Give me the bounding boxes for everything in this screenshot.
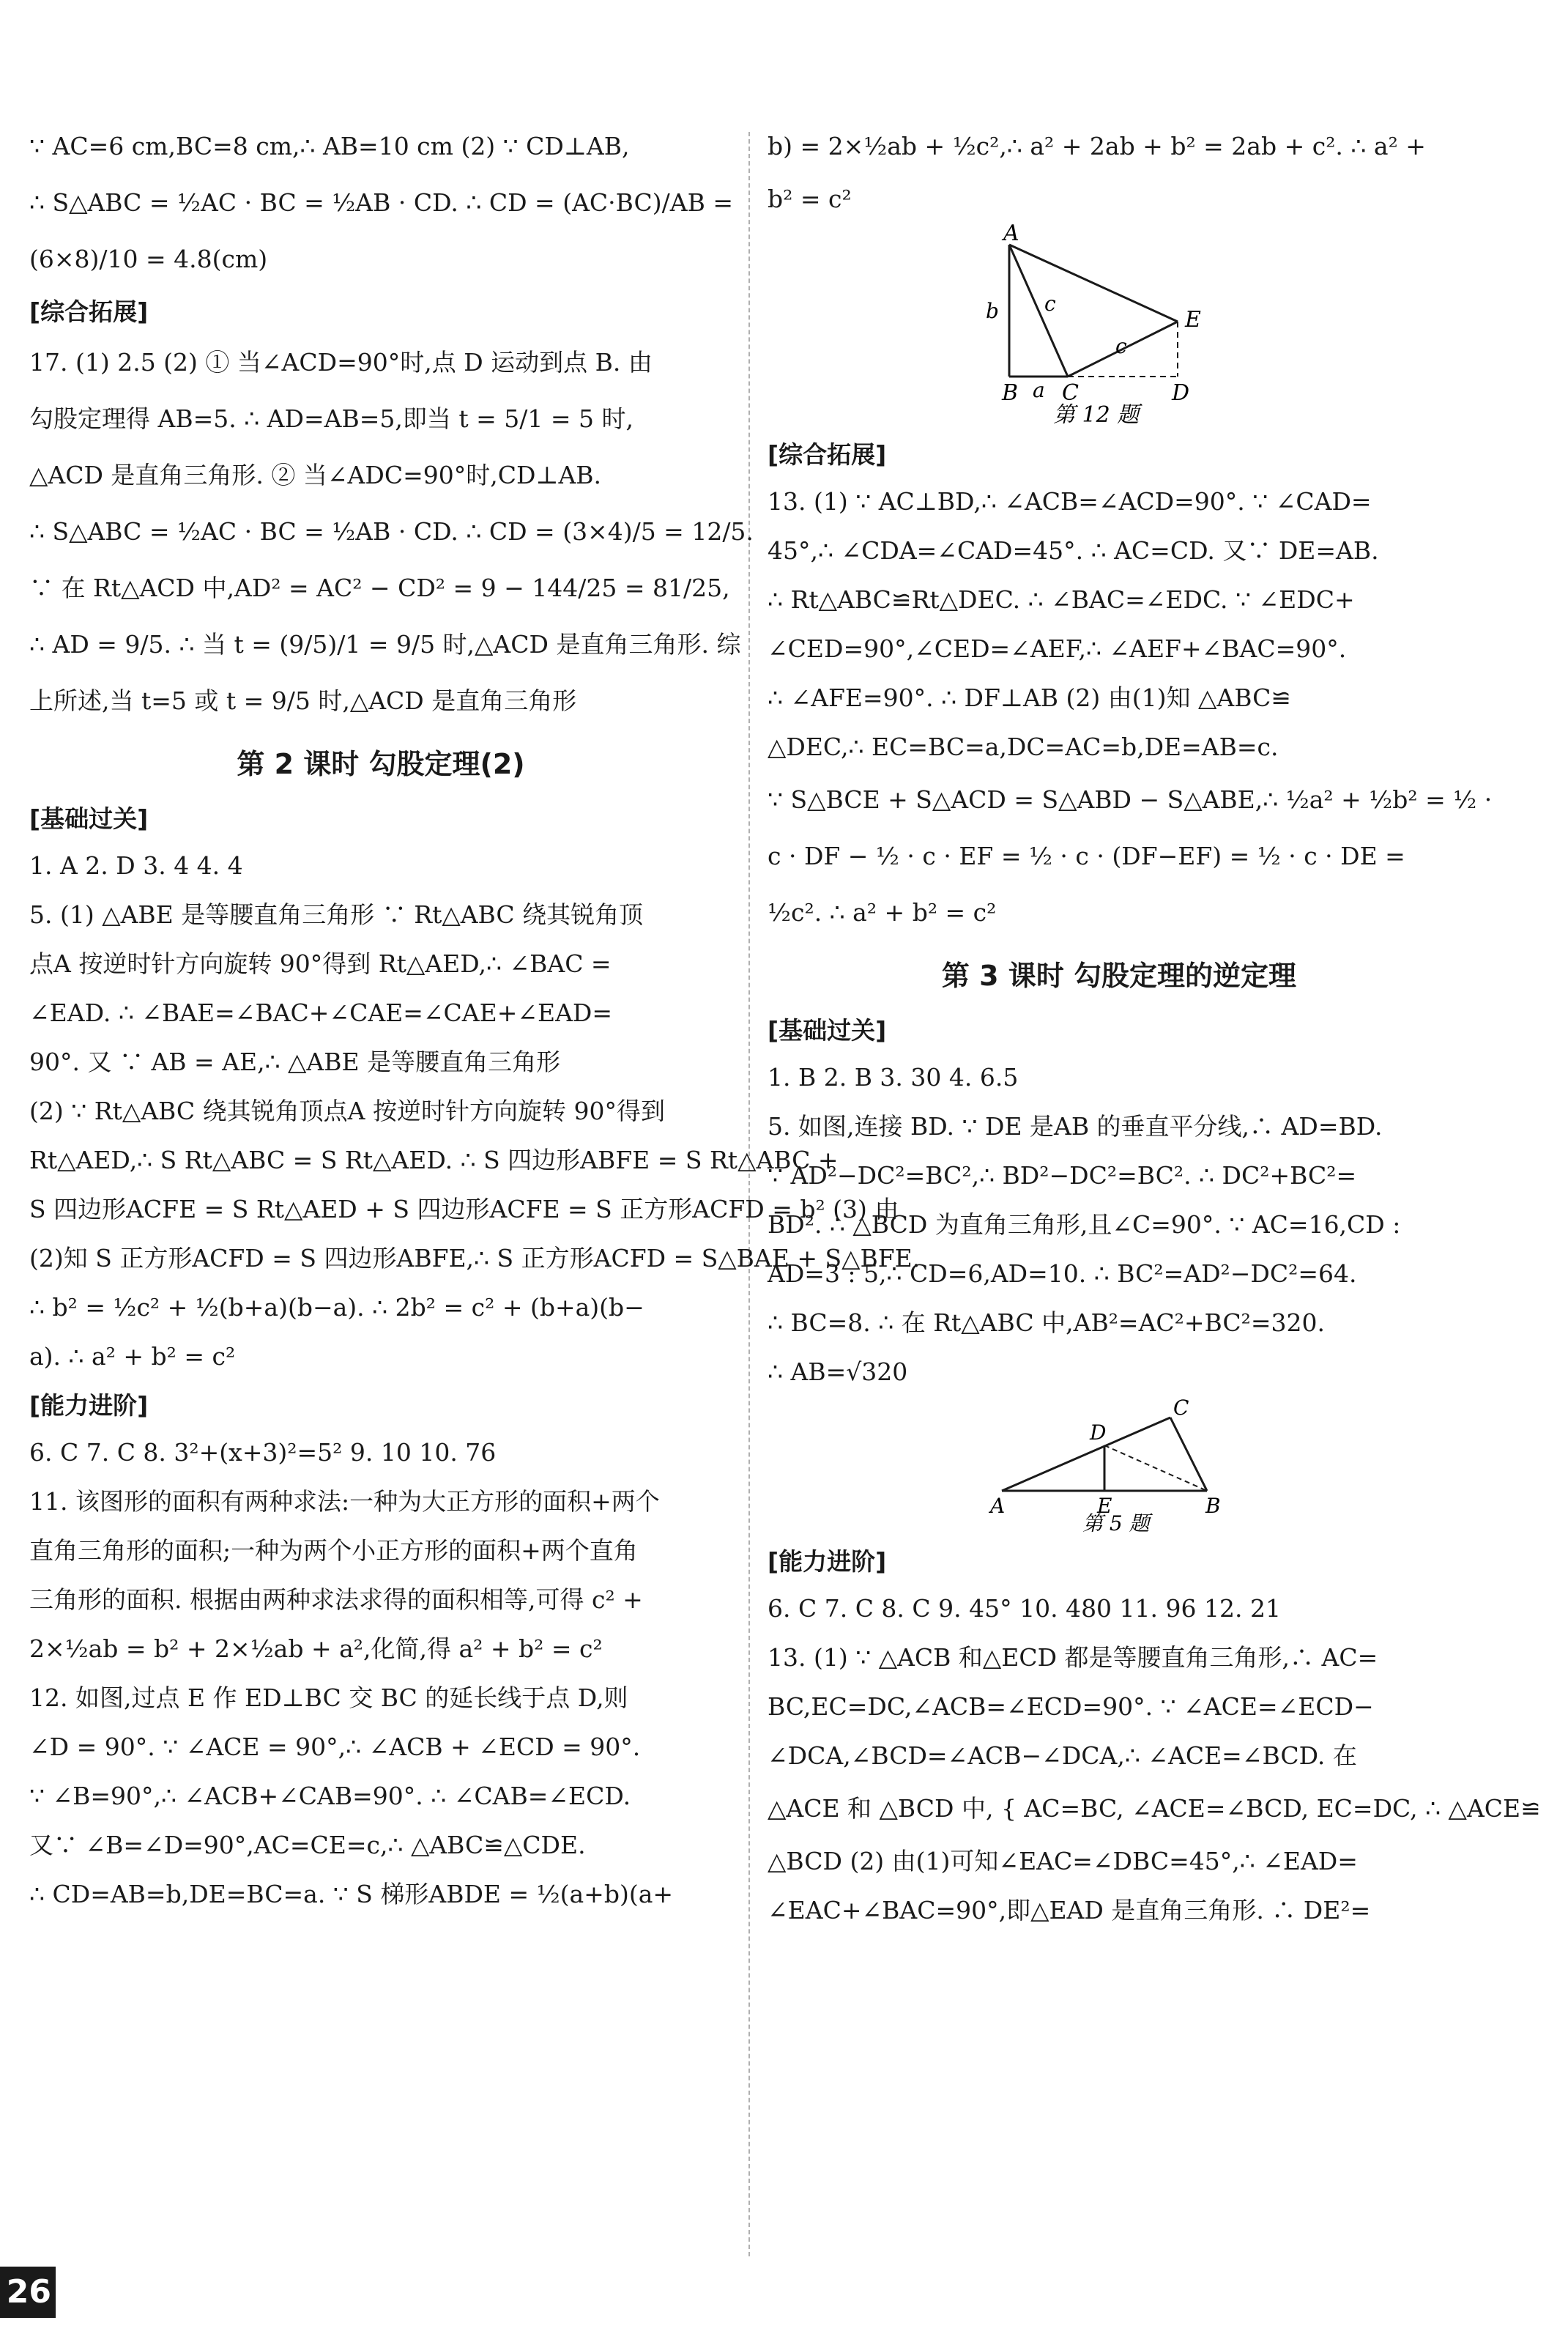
- fig12-label: c: [1115, 334, 1127, 358]
- text-line: △ACE 和 △BCD 中, { AC=BC, ∠ACE=∠BCD, EC=DC, ∴ △ACE≌: [768, 1794, 1541, 1823]
- text-line: ∴ ∠AFE=90°. ∴ DF⊥AB (2) 由(1)知 △ABC≌: [768, 683, 1291, 712]
- text-line: ∠D = 90°. ∵ ∠ACE = 90°,∴ ∠ACB + ∠ECD = 90°.: [29, 1733, 641, 1761]
- text-line: BC,EC=DC,∠ACB=∠ECD=90°. ∵ ∠ACE=∠ECD−: [768, 1692, 1374, 1721]
- text-line: 90°. 又 ∵ AB = AE,∴ △ABE 是等腰直角三角形: [29, 1048, 561, 1076]
- answer-lines-advanced: [29, 1434, 732, 1913]
- text-line: 5. 如图,连接 BD. ∵ DE 是AB 的垂直平分线,∴ AD=BD.: [768, 1112, 1383, 1141]
- text-line: ∵ S△BCE + S△ACD = S△ABD − S△ABE,∴ ½a² + ½b² = ½ ·: [768, 785, 1493, 814]
- fig5-label: B: [1205, 1494, 1221, 1518]
- text-line: 12. 如图,过点 E 作 ED⊥BC 交 BC 的延长线于点 D,则: [29, 1683, 628, 1712]
- section-tag-zonghe: [综合拓展]: [29, 297, 149, 326]
- page-number: 26: [0, 2267, 56, 2318]
- text-line: AD=3 : 5,∴ CD=6,AD=10. ∴ BC²=AD²−DC²=64.: [768, 1259, 1357, 1288]
- text-line: 勾股定理得 AB=5. ∴ AD=AB=5,即当 t = 5/1 = 5 时,: [29, 404, 633, 433]
- text-line: 1. B 2. B 3. 30 4. 6.5: [768, 1063, 1019, 1092]
- text-line: ∵ ∠B=90°,∴ ∠ACB+∠CAB=90°. ∴ ∠CAB=∠ECD.: [29, 1782, 631, 1810]
- fig5-caption: 第 5 题: [1082, 1511, 1150, 1535]
- text-line: 5. (1) △ABE 是等腰直角三角形 ∵ Rt△ABC 绕其锐角顶: [29, 900, 644, 929]
- text-line: ∵ 在 Rt△ACD 中,AD² = AC² − CD² = 9 − 144/25 = 81/25,: [29, 574, 730, 602]
- right-column: [768, 125, 1541, 1941]
- text-line: ∵ AC=6 cm,BC=8 cm,∴ AB=10 cm (2) ∵ CD⊥AB,: [29, 132, 630, 160]
- section-tag-jichu: [基础过关]: [29, 804, 149, 833]
- text-line: ∴ Rt△ABC≌Rt△DEC. ∴ ∠BAC=∠EDC. ∵ ∠EDC+: [768, 585, 1355, 614]
- text-line: 6. C 7. C 8. C 9. 45° 10. 480 11. 96 12. 21: [768, 1594, 1281, 1623]
- text-line: ∴ BC=8. ∴ 在 Rt△ABC 中,AB²=AC²+BC²=320.: [768, 1308, 1325, 1337]
- answer-lines-12-end: [768, 125, 1471, 218]
- text-line: BD². ∴ △BCD 为直角三角形,且∠C=90°. ∵ AC=16,CD :: [768, 1210, 1401, 1239]
- text-line: Rt△AED,∴ S Rt△ABC = S Rt△AED. ∴ S 四边形ABFE = S Rt△ABC +: [29, 1146, 839, 1174]
- text-line: b) = 2×½ab + ½c²,∴ a² + 2ab + b² = 2ab + c². ∴ a² +: [768, 132, 1426, 160]
- fig12-label: D: [1172, 380, 1190, 406]
- text-line: ∴ AB=√320: [768, 1357, 908, 1386]
- text-line: ∠CED=90°,∠CED=∠AEF,∴ ∠AEF+∠BAC=90°.: [768, 634, 1347, 663]
- answer-lines-13: [768, 484, 1493, 935]
- text-line: ∠EAD. ∴ ∠BAE=∠BAC+∠CAE=∠CAE+∠EAD=: [29, 999, 613, 1027]
- text-line: ∴ S△ABC = ½AC · BC = ½AB · CD. ∴ CD = (3×4)/5 = 12/5.: [29, 517, 754, 546]
- answer-lines-16-end: [29, 125, 732, 281]
- answer-lines-advanced: [768, 1590, 1541, 1929]
- text-line: ∠DCA,∠BCD=∠ACB−∠DCA,∴ ∠ACE=∠BCD. 在: [768, 1741, 1357, 1770]
- fig12-label: b: [986, 299, 999, 323]
- text-line: 三角形的面积. 根据由两种求法求得的面积相等,可得 c² +: [29, 1585, 643, 1614]
- text-line: 45°,∴ ∠CDA=∠CAD=45°. ∴ AC=CD. 又∵ DE=AB.: [768, 536, 1379, 565]
- text-line: ½c². ∴ a² + b² = c²: [768, 898, 997, 927]
- fig5-label: A: [990, 1494, 1006, 1518]
- answer-lines-17: [29, 341, 754, 723]
- text-line: (2)知 S 正方形ACFD = S 四边形ABFE,∴ S 正方形ACFD = S△BAE + S△BFE.: [29, 1244, 921, 1272]
- text-line: 13. (1) ∵ AC⊥BD,∴ ∠ACB=∠ACD=90°. ∵ ∠CAD=: [768, 487, 1372, 516]
- figure-5-diagram: [987, 1396, 1251, 1535]
- text-line: b² = c²: [768, 185, 852, 213]
- fig12-label: C: [1062, 380, 1079, 406]
- fig12-label: c: [1044, 292, 1056, 316]
- section-tag-jichu: [基础过关]: [768, 1016, 887, 1045]
- text-line: a). ∴ a² + b² = c²: [29, 1342, 236, 1371]
- text-line: 13. (1) ∵ △ACB 和△ECD 都是等腰直角三角形,∴ AC=: [768, 1643, 1378, 1672]
- fig12-label: B: [1002, 380, 1019, 406]
- section-tag-nengli: [能力进阶]: [29, 1391, 149, 1420]
- answer-lines-basic: [768, 1059, 1471, 1390]
- text-line: 直角三角形的面积;一种为两个小正方形的面积+两个直角: [29, 1536, 638, 1565]
- text-line: (6×8)/10 = 4.8(cm): [29, 245, 268, 273]
- lesson-title-3: 第 3 课时 勾股定理的逆定理: [941, 960, 1297, 992]
- fig5-label: E: [1097, 1494, 1112, 1518]
- text-line: 17. (1) 2.5 (2) ① 当∠ACD=90°时,点 D 运动到点 B. 由: [29, 348, 653, 377]
- text-line: 1. A 2. D 3. 4 4. 4: [29, 851, 243, 880]
- column-divider: [748, 132, 750, 2256]
- text-line: ∴ S△ABC = ½AC · BC = ½AB · CD. ∴ CD = (AC·BC)/AB =: [29, 188, 733, 217]
- text-line: 11. 该图形的面积有两种求法:一种为大正方形的面积+两个: [29, 1487, 660, 1516]
- lesson-title-2: 第 2 课时 勾股定理(2): [237, 748, 525, 780]
- fig12-label: a: [1033, 378, 1045, 402]
- fig12-caption: 第 12 题: [1053, 402, 1140, 428]
- text-line: (2) ∵ Rt△ABC 绕其锐角顶点A 按逆时针方向旋转 90°得到: [29, 1097, 665, 1125]
- text-line: 点A 按逆时针方向旋转 90°得到 Rt△AED,∴ ∠BAC =: [29, 949, 612, 978]
- text-line: ∴ AD = 9/5. ∴ 当 t = (9/5)/1 = 9/5 时,△ACD 是直角三角形. 综: [29, 630, 741, 659]
- figure-5: [768, 1396, 1471, 1535]
- text-line: 2×½ab = b² + 2×½ab + a²,化简,得 a² + b² = c²: [29, 1634, 603, 1663]
- figure-12-diagram: [965, 221, 1273, 428]
- text-line: △BCD (2) 由(1)可知∠EAC=∠DBC=45°,∴ ∠EAD=: [768, 1847, 1358, 1875]
- text-line: △DEC,∴ EC=BC=a,DC=AC=b,DE=AB=c.: [768, 733, 1279, 761]
- text-line: 上所述,当 t=5 或 t = 9/5 时,△ACD 是直角三角形: [29, 686, 577, 715]
- fig5-label: C: [1173, 1396, 1189, 1420]
- section-tag-nengli: [能力进阶]: [768, 1547, 887, 1576]
- text-line: c · DF − ½ · c · EF = ½ · c · (DF−EF) = ½ · c · DE =: [768, 842, 1405, 870]
- text-line: △ACD 是直角三角形. ② 当∠ADC=90°时,CD⊥AB.: [29, 461, 602, 489]
- fig12-label: E: [1185, 307, 1201, 333]
- figure-12: [768, 221, 1471, 428]
- text-line: 6. C 7. C 8. 3²+(x+3)²=5² 9. 10 10. 76: [29, 1438, 497, 1467]
- fig12-label: A: [1003, 221, 1019, 246]
- section-tag-zonghe: [综合拓展]: [768, 440, 887, 469]
- text-line: ∴ b² = ½c² + ½(b+a)(b−a). ∴ 2b² = c² + (b+a)(b−: [29, 1293, 644, 1322]
- text-line: 又∵ ∠B=∠D=90°,AC=CE=c,∴ △ABC≌△CDE.: [29, 1831, 586, 1859]
- text-line: ∵ AD²−DC²=BC²,∴ BD²−DC²=BC². ∴ DC²+BC²=: [768, 1161, 1357, 1190]
- fig5-label: D: [1090, 1420, 1107, 1445]
- text-line: ∴ CD=AB=b,DE=BC=a. ∵ S 梯形ABDE = ½(a+b)(a+: [29, 1880, 674, 1908]
- text-line: S 四边形ACFE = S Rt△AED + S 四边形ACFE = S 正方形ACFD = b² (3) 由: [29, 1195, 899, 1223]
- text-line: ∠EAC+∠BAC=90°,即△EAD 是直角三角形. ∴ DE²=: [768, 1896, 1371, 1924]
